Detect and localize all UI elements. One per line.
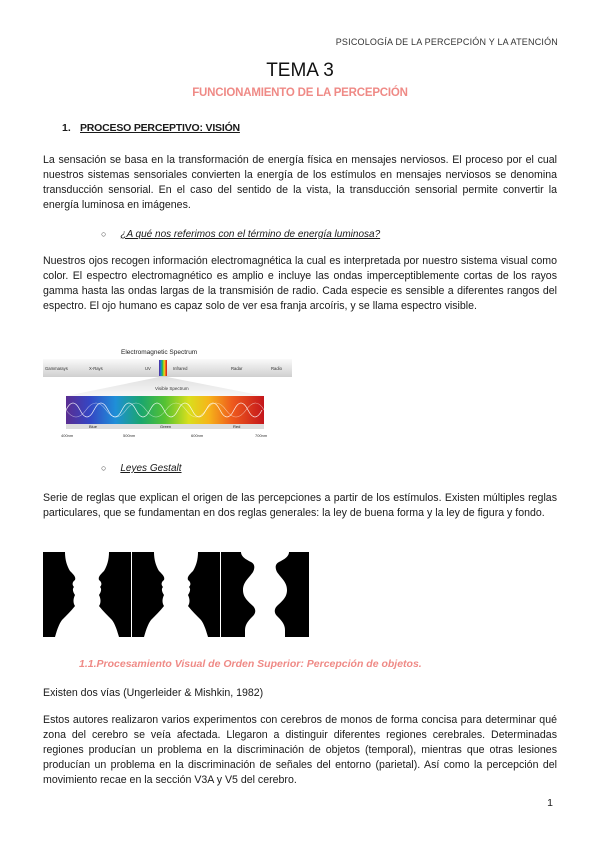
page-title: TEMA 3 [266, 60, 334, 81]
band-uv: UV [145, 366, 151, 371]
spectrum-title: Electromagnetic Spectrum [121, 349, 198, 356]
color-label-green: Green [160, 424, 172, 429]
visible-band-marker [159, 360, 167, 376]
wavelength-500: 500nm [123, 433, 136, 438]
running-header: PSICOLOGÍA DE LA PERCEPCIÓN Y LA ATENCIÓN [335, 37, 558, 47]
bullet-energy [101, 228, 380, 240]
bullet-dot-icon: ○ [101, 229, 107, 239]
bullet-gestalt [101, 462, 182, 474]
faces-panel [43, 552, 131, 637]
page-subtitle: FUNCIONAMIENTO DE LA PERCEPCIÓN [192, 87, 408, 99]
figure-ground-illustration [43, 552, 309, 637]
visible-spectrum-label: Visible Spectrum [155, 386, 189, 391]
vase-faces-panel [132, 552, 220, 637]
paragraph-experiments: Estos autores realizaron varios experimentos con cerebros de monos de forma concisa para determinar qué zona del cerebro se veía afectada. Llegaron a distinguir diferentes regiones cerebrales. Determinadas regiones producían un problema en la discriminación de objetos (temporal), mientras que otras lesiones producían un problema en la discriminación de señales del entorno (parietal). Así como la percepción del movimiento recae en la sección V3A y V5 del cerebro. [43, 714, 557, 786]
wavelength-400: 400nm [61, 433, 74, 438]
paragraph-spectrum: Nuestros ojos recogen información electromagnética la cual es interpretada por nuestro sistema visual como color. El espectro electromagnético es amplio e incluye las ondas imperceptiblemente cortas de los rayos gamma hasta las ondas largas de la transmisión de radio. Cada especie es sensible a diferentes rangos del espectro. El ojo humano es capaz solo de ver esa franja arcoíris, y se llama espectro visible. [43, 255, 557, 312]
band-infrared: Infrared [173, 366, 188, 371]
band-radar: Radar [231, 366, 243, 371]
spectrum-figure [43, 343, 292, 440]
bullet-dot-icon: ○ [101, 463, 107, 473]
section-title: PROCESO PERCEPTIVO: VISIÓN [80, 122, 240, 134]
band-gamma: Gammarays [45, 366, 68, 371]
bullet-gestalt-text: Leyes Gestalt [120, 463, 182, 474]
color-label-blue: Blue [89, 424, 98, 429]
band-radio: Radio [271, 366, 282, 371]
paragraph-sensation: La sensación se basa en la transformación de energía física en mensajes nerviosos. El proceso por el cual nuestros sistemas sensoriales convierten la energía de los estímulos en mensajes nerviosos se denomina transducción sensorial. En el caso del sentido de la vista, la transducción sensorial permite convertir la energía luminosa en imágenes. [43, 154, 557, 211]
wavelength-700: 700nm [255, 433, 268, 438]
section-number: 1. [62, 122, 71, 134]
page-number: 1 [547, 797, 553, 809]
subsection-title: 1.1.Procesamiento Visual de Orden Superior: Percepción de objetos. [79, 658, 422, 670]
bullet-energy-text: ¿A qué nos referimos con el término de energía luminosa? [120, 229, 381, 240]
paragraph-gestalt: Serie de reglas que explican el origen de las percepciones a partir de los estímulos. Existen múltiples reglas particulares, que se fundamentan en dos reglas generales: la ley de buena forma y la ley de figura y fondo. [43, 492, 557, 519]
color-label-red: Red [233, 424, 241, 429]
rubin-vase-panel [221, 552, 309, 637]
band-xrays: X-Rays [89, 366, 103, 371]
spectrum-band-bar [43, 359, 292, 377]
paragraph-two-pathways: Existen dos vías (Ungerleider & Mishkin, 1982) [43, 687, 264, 699]
wavelength-600: 600nm [191, 433, 204, 438]
